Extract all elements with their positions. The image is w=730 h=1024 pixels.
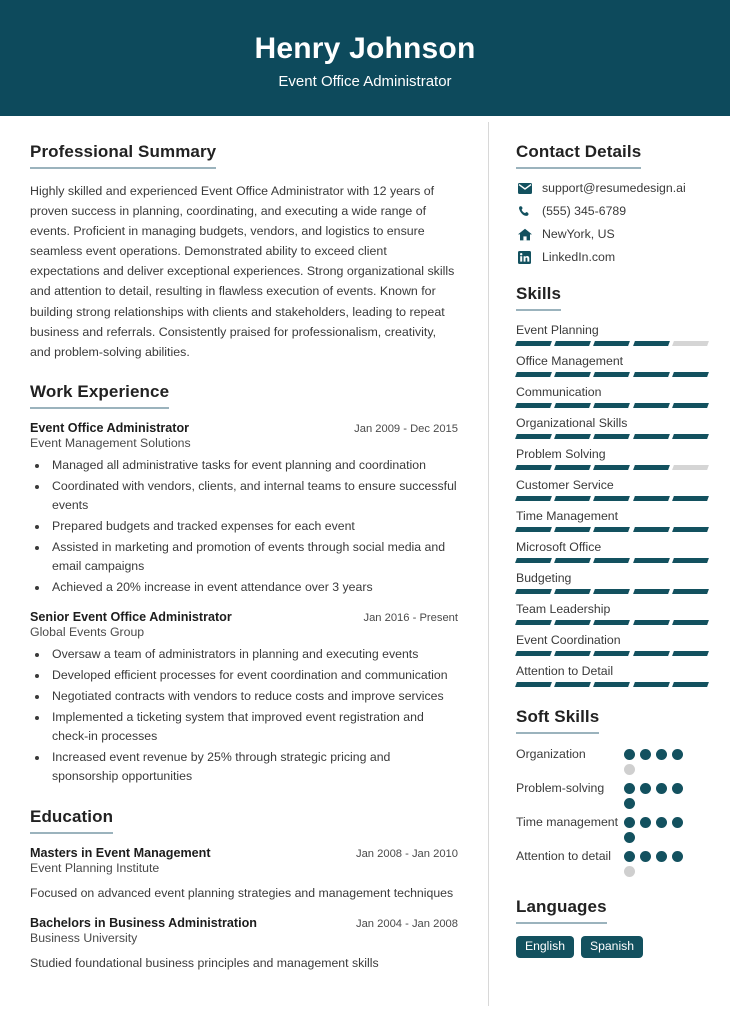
skill-bar-segment <box>593 589 630 594</box>
skill-bar-segment <box>633 496 670 501</box>
skill-level-bar <box>516 496 708 501</box>
soft-skill-dots <box>624 780 696 809</box>
section-title-education: Education <box>30 807 113 834</box>
soft-skill-dot <box>656 749 667 760</box>
skill-item <box>516 478 708 501</box>
soft-skill-dot <box>640 817 651 828</box>
soft-skill-dot <box>624 817 635 828</box>
skill-bar-segment <box>554 341 591 346</box>
entry-company: Global Events Group <box>30 625 145 640</box>
entry-bullet: • Implemented a ticketing system that improved event registration and check-in processes <box>49 708 458 746</box>
soft-skill-label: Organization <box>516 747 586 761</box>
phone-icon <box>516 204 533 218</box>
entry-date-range: Jan 2004 - Jan 2008 <box>355 917 458 930</box>
entry-bullet: • Prepared budgets and tracked expenses for each event <box>49 517 458 536</box>
entry-header <box>30 421 458 435</box>
experience-entry <box>30 610 458 786</box>
entry-description: Focused on advanced event planning strategies and management techniques <box>30 885 454 900</box>
skill-label: Communication <box>516 385 602 399</box>
soft-skill-label: Time management <box>516 815 619 829</box>
section-heading-wrap <box>516 142 708 169</box>
skill-bar-segment <box>633 651 670 656</box>
skill-bar-segment <box>515 496 552 501</box>
skill-bar-segment <box>593 434 630 439</box>
skill-bar-segment <box>593 403 630 408</box>
skill-label: Event Planning <box>516 323 599 337</box>
entry-company: Event Management Solutions <box>30 435 191 450</box>
skill-label: Customer Service <box>516 478 614 492</box>
skill-bar-segment <box>672 682 709 687</box>
contact-value: support@resumedesign.ai <box>542 181 686 195</box>
skill-level-bar <box>516 403 708 408</box>
skill-label: Problem Solving <box>516 447 606 461</box>
skill-bar-segment <box>593 651 630 656</box>
skill-bar-segment <box>515 527 552 532</box>
skill-bar-segment <box>633 589 670 594</box>
section-title-languages: Languages <box>516 897 607 924</box>
contact-list <box>516 181 708 264</box>
resume-body <box>0 116 730 1024</box>
skill-bar-segment <box>515 589 552 594</box>
soft-skill-dot <box>672 817 683 828</box>
home-icon <box>516 227 533 241</box>
skill-bar-segment <box>633 620 670 625</box>
skill-label: Budgeting <box>516 571 572 585</box>
entry-bullet: • Managed all administrative tasks for event planning and coordination <box>49 456 458 475</box>
main-column <box>0 116 488 1024</box>
resume-header <box>0 0 730 116</box>
skill-level-bar <box>516 434 708 439</box>
soft-skill-dot <box>624 851 635 862</box>
skill-item <box>516 571 708 594</box>
contact-value: NewYork, US <box>542 227 615 241</box>
skill-bar-segment <box>515 651 552 656</box>
education-entry <box>30 846 458 903</box>
skill-bar-segment <box>633 465 670 470</box>
entry-description: Studied foundational business principles and management skills <box>30 955 379 970</box>
languages-list <box>516 936 708 958</box>
soft-skill-label: Attention to detail <box>516 849 612 863</box>
soft-skill-label: Problem-solving <box>516 781 605 795</box>
section-heading-wrap <box>516 284 708 311</box>
skill-level-bar <box>516 620 708 625</box>
section-heading-wrap <box>30 142 458 169</box>
soft-skill-item <box>516 848 708 877</box>
skill-bar-segment <box>593 496 630 501</box>
entry-bullet: • Developed efficient processes for event coordination and communication <box>49 666 458 685</box>
entry-bullet-list <box>49 456 458 597</box>
skill-level-bar <box>516 372 708 377</box>
skill-bar-segment <box>515 372 552 377</box>
skill-level-bar <box>516 589 708 594</box>
soft-skill-dot <box>640 783 651 794</box>
skill-bar-segment <box>554 527 591 532</box>
skill-level-bar <box>516 465 708 470</box>
skill-bar-segment <box>593 372 630 377</box>
soft-skill-dot <box>656 783 667 794</box>
skill-bar-segment <box>515 620 552 625</box>
soft-skill-dot <box>656 817 667 828</box>
skill-bar-segment <box>554 465 591 470</box>
skill-bar-segment <box>672 527 709 532</box>
sidebar-column <box>489 116 730 1024</box>
linkedin-icon <box>516 250 533 264</box>
entry-date-range: Jan 2008 - Jan 2010 <box>355 847 458 860</box>
section-title-contact: Contact Details <box>516 142 641 169</box>
skill-bar-segment <box>554 496 591 501</box>
experience-entry <box>30 421 458 597</box>
entry-institution: Business University <box>30 930 138 945</box>
skill-label: Time Management <box>516 509 619 523</box>
soft-skill-item <box>516 780 708 809</box>
contact-item[interactable] <box>516 227 708 241</box>
section-professional-summary <box>30 142 458 362</box>
section-work-experience <box>30 382 458 787</box>
skill-bar-segment <box>515 558 552 563</box>
skill-label: Attention to Detail <box>516 664 614 678</box>
entry-bullet: • Assisted in marketing and promotion of events through social media and email campaigns <box>49 538 458 576</box>
skill-item <box>516 354 708 377</box>
skill-bar-segment <box>633 527 670 532</box>
skills-list <box>516 323 708 687</box>
entry-degree-title: Bachelors in Business Administration <box>30 915 257 930</box>
section-soft-skills <box>516 707 708 877</box>
skill-bar-segment <box>633 341 670 346</box>
skill-label: Office Management <box>516 354 624 368</box>
education-list <box>30 846 458 973</box>
skill-bar-segment <box>554 434 591 439</box>
language-chip[interactable]: Spanish <box>581 936 643 958</box>
section-title-skills: Skills <box>516 284 561 311</box>
skill-bar-segment <box>672 372 709 377</box>
section-languages <box>516 897 708 958</box>
summary-text: Highly skilled and experienced Event Office Administrator with 12 years of proven success in planning, coordinating, and executing a wide range of events. Proficient in managing budgets, vendors, and logistics to ensure seamless event operations. Demonstrated ability to exceed client expectations and deliver exceptional experiences. Strong organizational skills and attention to detail, resulting in flawless execution of events. Known for building strong relationships with clients and stakeholders, leading to repeat business and referrals. Consistently praised for professionalism, creativity, and problem-solving abilities. <box>30 184 455 359</box>
skill-bar-segment <box>554 682 591 687</box>
skill-label: Event Coordination <box>516 633 621 647</box>
skill-bar-segment <box>515 682 552 687</box>
skill-label: Microsoft Office <box>516 540 602 554</box>
envelope-icon <box>516 181 533 195</box>
entry-bullet: • Achieved a 20% increase in event attendance over 3 years <box>49 578 458 597</box>
entry-date-range: Jan 2016 - Present <box>363 612 458 625</box>
skill-bar-segment <box>593 527 630 532</box>
section-heading-wrap <box>30 382 458 409</box>
contact-item[interactable] <box>516 250 708 264</box>
skill-bar-segment <box>633 682 670 687</box>
skill-bar-segment <box>672 558 709 563</box>
skill-level-bar <box>516 527 708 532</box>
soft-skill-dot <box>672 749 683 760</box>
soft-skill-dot <box>624 866 635 877</box>
entry-bullet: • Negotiated contracts with vendors to reduce costs and improve services <box>49 687 458 706</box>
candidate-role: Event Office Administrator <box>278 73 452 91</box>
skill-bar-segment <box>515 465 552 470</box>
soft-skill-dot <box>624 832 635 843</box>
skill-label: Team Leadership <box>516 602 611 616</box>
skill-bar-segment <box>593 341 630 346</box>
contact-value: (555) 345-6789 <box>542 204 627 218</box>
section-title-soft-skills: Soft Skills <box>516 707 599 734</box>
skill-level-bar <box>516 558 708 563</box>
soft-skill-dot <box>656 851 667 862</box>
skill-item <box>516 633 708 656</box>
entry-header <box>30 846 458 860</box>
contact-item[interactable] <box>516 204 708 218</box>
soft-skill-dot <box>624 783 635 794</box>
skill-bar-segment <box>593 558 630 563</box>
skill-bar-segment <box>554 589 591 594</box>
section-heading-wrap <box>30 807 458 834</box>
section-skills <box>516 284 708 687</box>
skill-level-bar <box>516 651 708 656</box>
entry-date-range: Jan 2009 - Dec 2015 <box>354 422 458 435</box>
entry-institution: Event Planning Institute <box>30 860 160 875</box>
entry-bullet-list <box>49 645 458 786</box>
skill-bar-segment <box>672 341 709 346</box>
soft-skill-dot <box>624 764 635 775</box>
skill-bar-segment <box>672 496 709 501</box>
skill-item <box>516 323 708 346</box>
skill-bar-segment <box>672 403 709 408</box>
skill-item <box>516 447 708 470</box>
soft-skill-dot <box>672 851 683 862</box>
skill-bar-segment <box>515 403 552 408</box>
section-contact-details <box>516 142 708 264</box>
entry-job-title: Event Office Administrator <box>30 420 190 435</box>
skill-bar-segment <box>672 465 709 470</box>
skill-bar-segment <box>593 682 630 687</box>
entry-bullet: • Oversaw a team of administrators in planning and executing events <box>49 645 458 664</box>
skill-bar-segment <box>672 589 709 594</box>
skill-bar-segment <box>593 620 630 625</box>
soft-skill-dot <box>640 851 651 862</box>
skill-bar-segment <box>633 372 670 377</box>
skill-bar-segment <box>593 465 630 470</box>
soft-skill-dots <box>624 746 696 775</box>
soft-skills-list <box>516 746 708 877</box>
section-education <box>30 807 458 973</box>
soft-skill-item <box>516 746 708 775</box>
skill-bar-segment <box>554 558 591 563</box>
skill-item <box>516 540 708 563</box>
soft-skill-item <box>516 814 708 843</box>
skill-bar-segment <box>633 403 670 408</box>
skill-level-bar <box>516 682 708 687</box>
skill-item <box>516 416 708 439</box>
skill-bar-segment <box>554 403 591 408</box>
soft-skill-dots <box>624 814 696 843</box>
entry-bullet: • Increased event revenue by 25% through strategic pricing and sponsorship opportunities <box>49 748 458 786</box>
skill-label: Organizational Skills <box>516 416 628 430</box>
section-heading-wrap <box>516 707 708 734</box>
soft-skill-dots <box>624 848 696 877</box>
skill-bar-segment <box>672 620 709 625</box>
skill-item <box>516 664 708 687</box>
entry-job-title: Senior Event Office Administrator <box>30 610 232 625</box>
education-entry <box>30 916 458 973</box>
language-chip[interactable]: English <box>516 936 574 958</box>
skill-bar-segment <box>672 651 709 656</box>
contact-value: LinkedIn.com <box>542 250 616 264</box>
skill-item <box>516 602 708 625</box>
skill-bar-segment <box>672 434 709 439</box>
entry-header <box>30 916 458 930</box>
section-title-summary: Professional Summary <box>30 142 216 169</box>
entry-degree-title: Masters in Event Management <box>30 845 211 860</box>
skill-item <box>516 385 708 408</box>
soft-skill-dot <box>640 749 651 760</box>
entry-header <box>30 610 458 624</box>
section-title-experience: Work Experience <box>30 382 169 409</box>
experience-list <box>30 421 458 787</box>
candidate-name: Henry Johnson <box>254 31 476 65</box>
skill-bar-segment <box>554 372 591 377</box>
section-heading-wrap <box>516 897 708 924</box>
entry-bullet: • Coordinated with vendors, clients, and internal teams to ensure successful events <box>49 477 458 515</box>
soft-skill-dot <box>624 749 635 760</box>
skill-bar-segment <box>515 341 552 346</box>
skill-bar-segment <box>633 434 670 439</box>
skill-bar-segment <box>633 558 670 563</box>
skill-level-bar <box>516 341 708 346</box>
skill-bar-segment <box>515 434 552 439</box>
skill-bar-segment <box>554 651 591 656</box>
soft-skill-dot <box>624 798 635 809</box>
contact-item[interactable] <box>516 181 708 195</box>
skill-bar-segment <box>554 620 591 625</box>
soft-skill-dot <box>672 783 683 794</box>
skill-item <box>516 509 708 532</box>
